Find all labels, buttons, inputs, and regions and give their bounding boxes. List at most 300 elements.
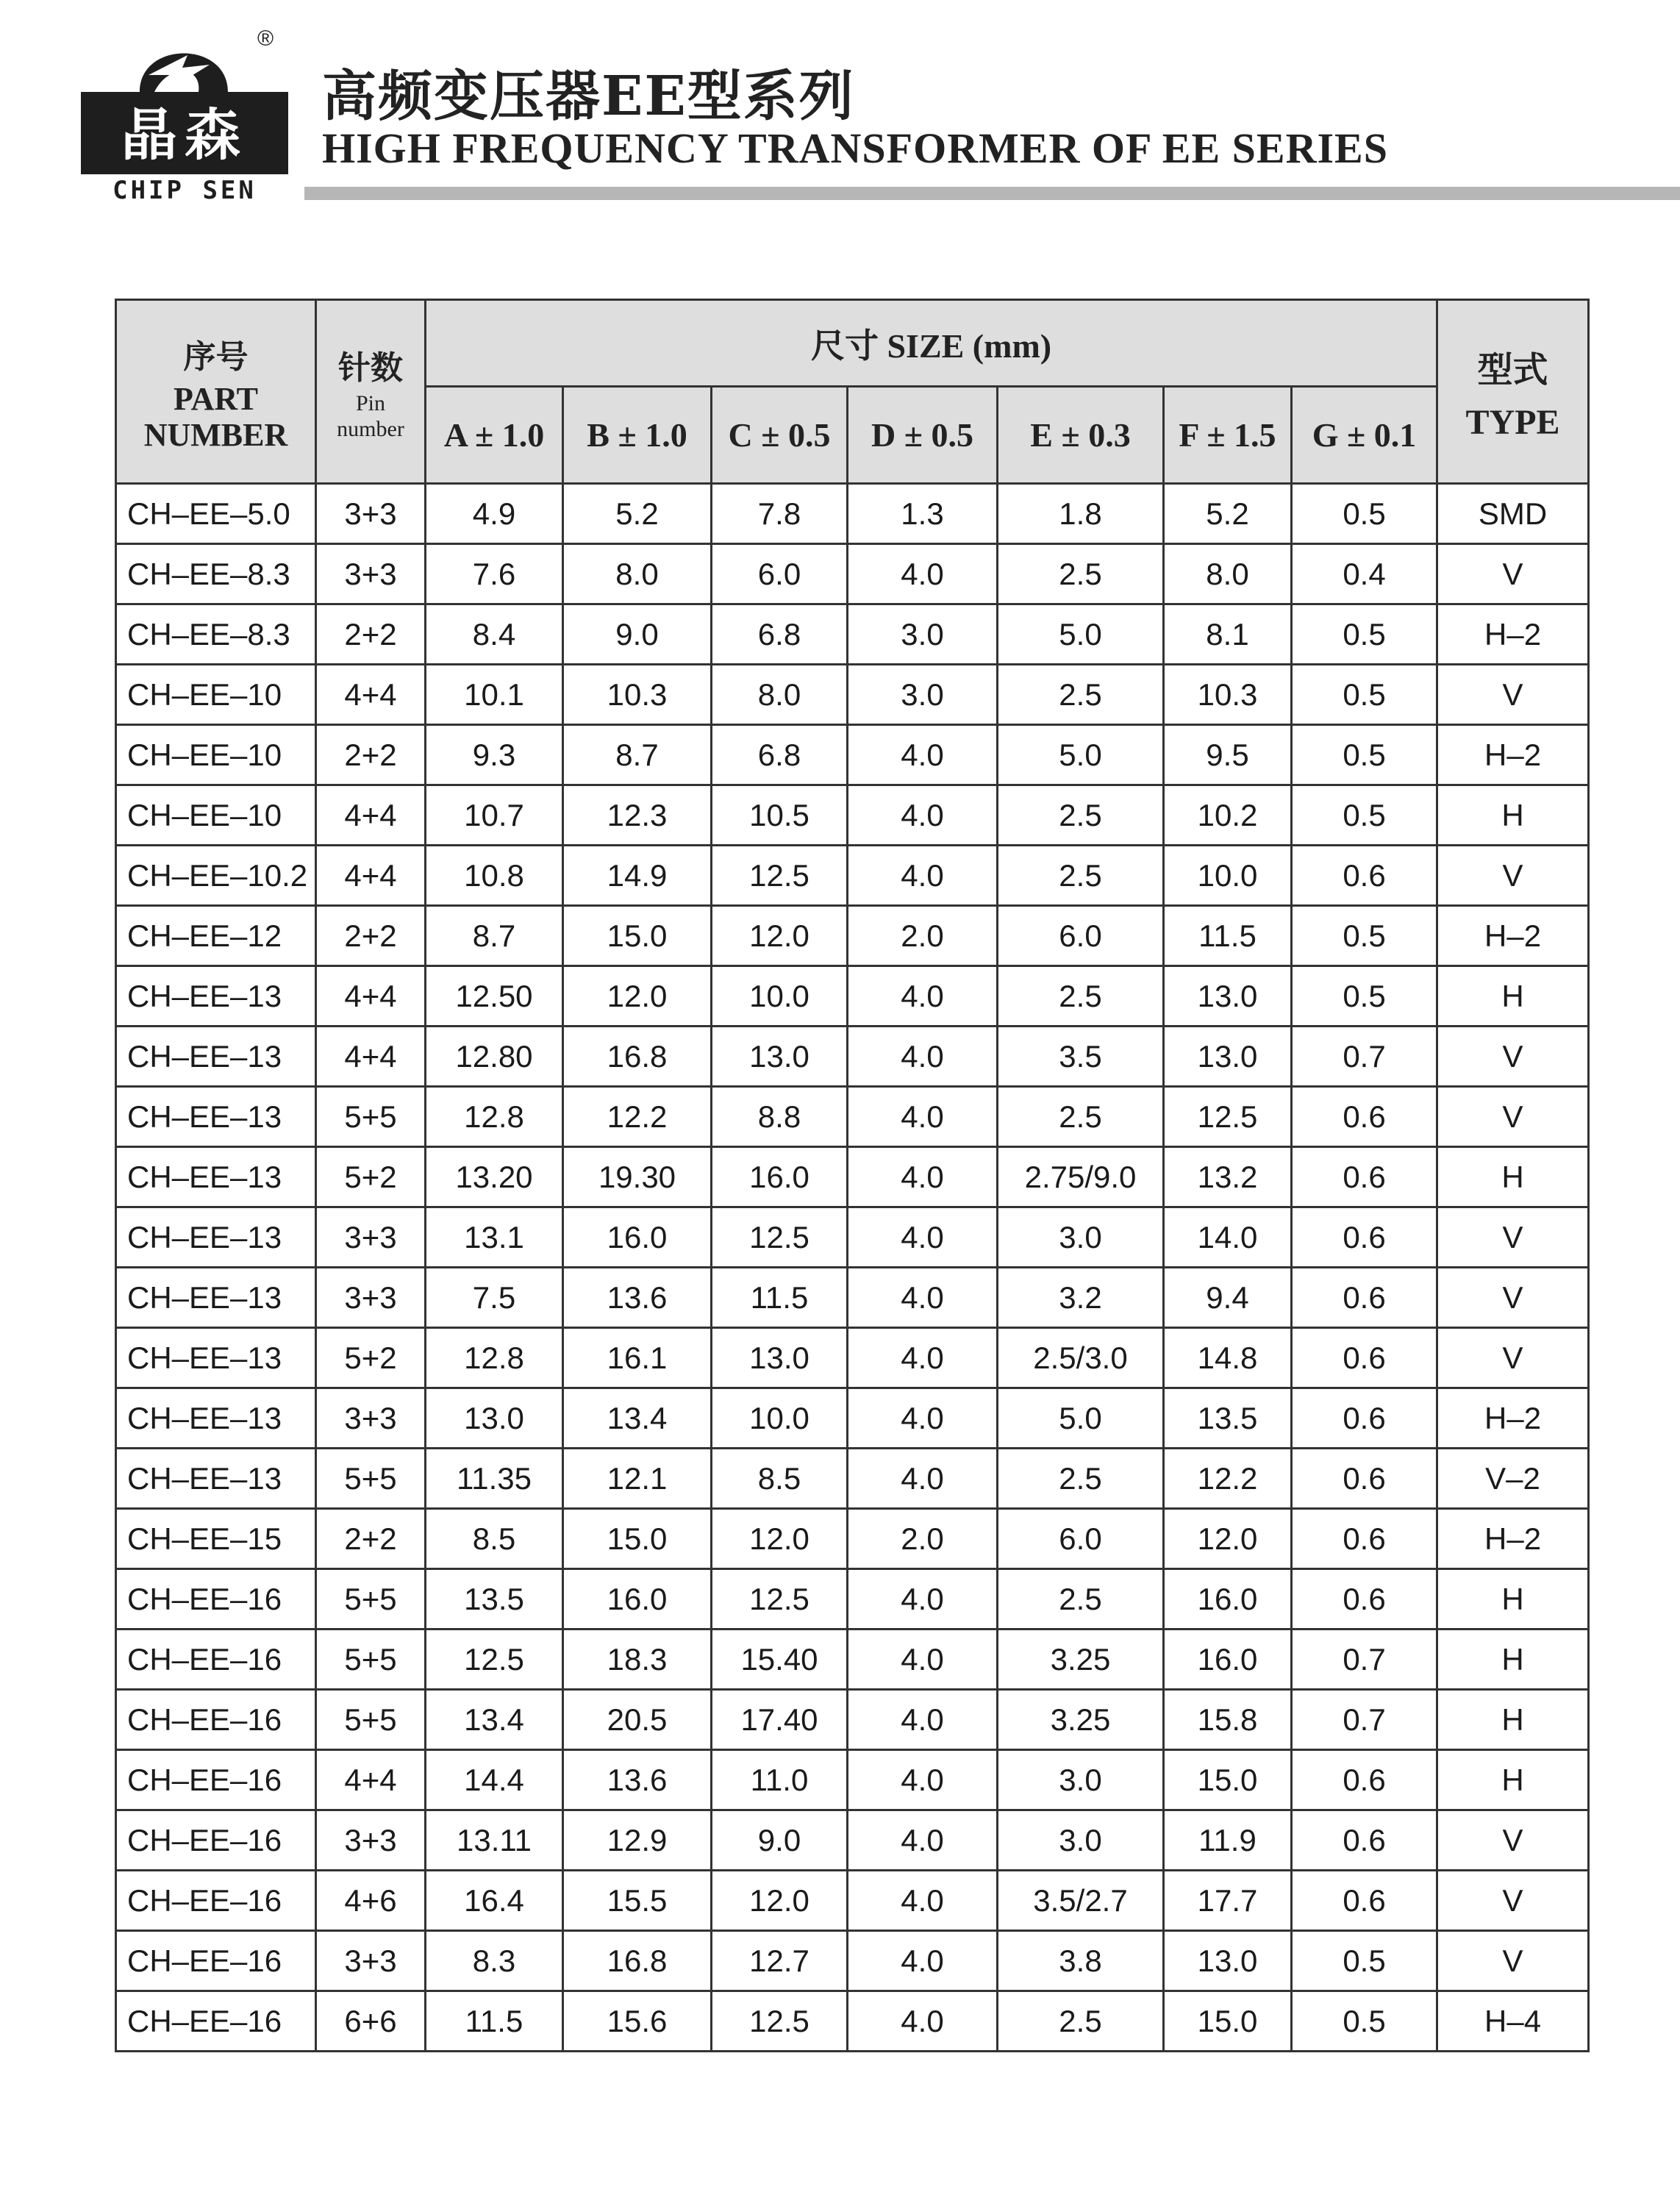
table-row: [116, 1268, 1589, 1328]
cell-pins: 3+3: [316, 1810, 426, 1871]
cell-dim-b: 16.0: [563, 1207, 712, 1268]
registered-mark: ®: [257, 26, 274, 51]
cell-dim-g: 0.6: [1292, 846, 1437, 906]
cell-dim-g: 0.5: [1292, 665, 1437, 725]
cell-part-number: CH–EE–13: [116, 1449, 316, 1509]
cell-part-number: CH–EE–15: [116, 1509, 316, 1569]
cell-dim-a: 7.5: [426, 1268, 563, 1328]
header-dim-e: E ± 0.3: [998, 387, 1164, 484]
cell-dim-g: 0.6: [1292, 1388, 1437, 1449]
cell-dim-f: 11.9: [1164, 1810, 1292, 1871]
cell-pins: 5+5: [316, 1690, 426, 1750]
cell-dim-e: 3.2: [998, 1268, 1164, 1328]
cell-dim-g: 0.6: [1292, 1750, 1437, 1810]
cell-type: V: [1437, 1268, 1589, 1328]
cell-dim-e: 2.5: [998, 966, 1164, 1027]
cell-pins: 2+2: [316, 1509, 426, 1569]
cell-part-number: CH–EE–16: [116, 1690, 316, 1750]
cell-dim-b: 13.6: [563, 1750, 712, 1810]
cell-type: H: [1437, 1147, 1589, 1207]
header-part-number: [116, 300, 316, 484]
cell-dim-d: 4.0: [848, 1810, 998, 1871]
cell-dim-f: 10.2: [1164, 785, 1292, 846]
cell-dim-c: 12.0: [712, 1871, 848, 1931]
cell-dim-e: 2.5/3.0: [998, 1328, 1164, 1388]
cell-type: V: [1437, 1931, 1589, 1991]
cell-dim-e: 3.5: [998, 1027, 1164, 1087]
header-dim-c: C ± 0.5: [712, 387, 848, 484]
cell-pins: 6+6: [316, 1991, 426, 2052]
cell-dim-f: 16.0: [1164, 1569, 1292, 1629]
table-row: [116, 1629, 1589, 1690]
cell-dim-e: 5.0: [998, 604, 1164, 665]
cell-dim-b: 12.0: [563, 966, 712, 1027]
table-row: [116, 725, 1589, 785]
cell-part-number: CH–EE–12: [116, 906, 316, 966]
cell-dim-c: 11.0: [712, 1750, 848, 1810]
cell-pins: 5+5: [316, 1569, 426, 1629]
cell-dim-e: 3.25: [998, 1629, 1164, 1690]
cell-type: H: [1437, 1690, 1589, 1750]
cell-type: H–2: [1437, 1509, 1589, 1569]
cell-dim-b: 18.3: [563, 1629, 712, 1690]
cell-dim-g: 0.7: [1292, 1690, 1437, 1750]
cell-pins: 3+3: [316, 1931, 426, 1991]
cell-dim-c: 13.0: [712, 1027, 848, 1087]
cell-type: H: [1437, 1750, 1589, 1810]
cell-dim-e: 5.0: [998, 725, 1164, 785]
cell-type: V: [1437, 1087, 1589, 1147]
header-pin-cn: 针数: [338, 349, 403, 387]
cell-dim-g: 0.7: [1292, 1027, 1437, 1087]
cell-dim-e: 2.5: [998, 785, 1164, 846]
cell-dim-g: 0.5: [1292, 725, 1437, 785]
cell-dim-c: 10.0: [712, 1388, 848, 1449]
cell-dim-d: 4.0: [848, 1931, 998, 1991]
table-row: [116, 1871, 1589, 1931]
cell-pins: 4+4: [316, 1750, 426, 1810]
cell-pins: 4+4: [316, 785, 426, 846]
cell-dim-e: 5.0: [998, 1388, 1164, 1449]
cell-dim-a: 10.1: [426, 665, 563, 725]
cell-dim-e: 6.0: [998, 1509, 1164, 1569]
cell-dim-e: 3.0: [998, 1207, 1164, 1268]
logo-cn-text: 晶森: [121, 102, 248, 168]
cell-dim-f: 13.0: [1164, 966, 1292, 1027]
cell-dim-e: 2.5: [998, 1449, 1164, 1509]
cell-dim-e: 3.0: [998, 1750, 1164, 1810]
cell-dim-b: 16.1: [563, 1328, 712, 1388]
cell-part-number: CH–EE–10: [116, 725, 316, 785]
cell-dim-f: 10.0: [1164, 846, 1292, 906]
table-row: [116, 1569, 1589, 1629]
header-type-cn: 型式: [1477, 349, 1548, 390]
cell-dim-a: 16.4: [426, 1871, 563, 1931]
table-row: [116, 1509, 1589, 1569]
cell-dim-b: 15.6: [563, 1991, 712, 2052]
cell-dim-c: 11.5: [712, 1268, 848, 1328]
cell-dim-d: 4.0: [848, 544, 998, 604]
cell-type: V: [1437, 1871, 1589, 1931]
cell-dim-d: 4.0: [848, 1328, 998, 1388]
cell-dim-c: 6.8: [712, 604, 848, 665]
header-rule: [304, 187, 1680, 200]
cell-dim-e: 3.5/2.7: [998, 1871, 1164, 1931]
cell-dim-a: 14.4: [426, 1750, 563, 1810]
header-dim-a: A ± 1.0: [426, 387, 563, 484]
cell-part-number: CH–EE–16: [116, 1810, 316, 1871]
cell-dim-a: 8.3: [426, 1931, 563, 1991]
page-title-en: HIGH FREQUENCY TRANSFORMER OF EE SERIES: [322, 124, 1389, 172]
cell-part-number: CH–EE–13: [116, 1087, 316, 1147]
cell-dim-d: 4.0: [848, 1207, 998, 1268]
cell-dim-f: 15.8: [1164, 1690, 1292, 1750]
cell-dim-e: 3.25: [998, 1690, 1164, 1750]
cell-dim-b: 15.0: [563, 906, 712, 966]
cell-dim-e: 2.75/9.0: [998, 1147, 1164, 1207]
cell-dim-f: 13.2: [1164, 1147, 1292, 1207]
cell-part-number: CH–EE–13: [116, 966, 316, 1027]
cell-dim-b: 12.1: [563, 1449, 712, 1509]
cell-dim-b: 8.0: [563, 544, 712, 604]
cell-dim-a: 12.5: [426, 1629, 563, 1690]
cell-dim-b: 15.5: [563, 1871, 712, 1931]
table-row: [116, 1810, 1589, 1871]
cell-dim-a: 11.5: [426, 1991, 563, 2052]
cell-dim-c: 6.8: [712, 725, 848, 785]
cell-dim-b: 5.2: [563, 484, 712, 544]
cell-dim-c: 12.5: [712, 1991, 848, 2052]
header-part-cn: 序号: [183, 338, 249, 376]
cell-part-number: CH–EE–13: [116, 1328, 316, 1388]
cell-dim-a: 13.4: [426, 1690, 563, 1750]
table-row: [116, 604, 1589, 665]
cell-type: H–2: [1437, 906, 1589, 966]
cell-dim-f: 10.3: [1164, 665, 1292, 725]
header-dim-d: D ± 0.5: [848, 387, 998, 484]
cell-dim-d: 4.0: [848, 966, 998, 1027]
cell-dim-d: 4.0: [848, 1991, 998, 2052]
header-pin-en2: number: [337, 416, 404, 441]
header-dim-f: F ± 1.5: [1164, 387, 1292, 484]
cell-dim-d: 4.0: [848, 1449, 998, 1509]
cell-dim-g: 0.5: [1292, 604, 1437, 665]
cell-dim-a: 11.35: [426, 1449, 563, 1509]
cell-part-number: CH–EE–16: [116, 1750, 316, 1810]
cell-part-number: CH–EE–16: [116, 1569, 316, 1629]
cell-dim-c: 7.8: [712, 484, 848, 544]
cell-pins: 3+3: [316, 1207, 426, 1268]
cell-dim-d: 2.0: [848, 1509, 998, 1569]
cell-dim-b: 13.6: [563, 1268, 712, 1328]
cell-dim-g: 0.7: [1292, 1629, 1437, 1690]
cell-dim-c: 9.0: [712, 1810, 848, 1871]
cell-dim-g: 0.6: [1292, 1207, 1437, 1268]
cell-dim-f: 12.5: [1164, 1087, 1292, 1147]
spec-table: [115, 299, 1590, 2052]
cell-dim-b: 12.2: [563, 1087, 712, 1147]
cell-part-number: CH–EE–16: [116, 1871, 316, 1931]
cell-pins: 2+2: [316, 725, 426, 785]
cell-dim-f: 5.2: [1164, 484, 1292, 544]
table-row: [116, 1991, 1589, 2052]
cell-dim-b: 10.3: [563, 665, 712, 725]
cell-dim-g: 0.6: [1292, 1569, 1437, 1629]
logo-en-text: CHIP SEN: [112, 176, 257, 202]
cell-part-number: CH–EE–13: [116, 1207, 316, 1268]
cell-pins: 5+5: [316, 1087, 426, 1147]
cell-pins: 5+5: [316, 1449, 426, 1509]
table-row: [116, 1931, 1589, 1991]
cell-type: V: [1437, 665, 1589, 725]
spec-table-body: [116, 484, 1589, 2052]
cell-dim-c: 6.0: [712, 544, 848, 604]
cell-type: V: [1437, 846, 1589, 906]
cell-dim-f: 8.1: [1164, 604, 1292, 665]
cell-part-number: CH–EE–5.0: [116, 484, 316, 544]
header-pin-en1: Pin: [355, 391, 386, 415]
cell-dim-f: 15.0: [1164, 1750, 1292, 1810]
cell-dim-g: 0.6: [1292, 1087, 1437, 1147]
cell-dim-b: 20.5: [563, 1690, 712, 1750]
cell-dim-c: 8.0: [712, 665, 848, 725]
cell-dim-c: 12.5: [712, 846, 848, 906]
cell-dim-b: 13.4: [563, 1388, 712, 1449]
cell-dim-a: 12.80: [426, 1027, 563, 1087]
cell-dim-e: 2.5: [998, 1569, 1164, 1629]
cell-type: H–2: [1437, 604, 1589, 665]
cell-dim-d: 4.0: [848, 1569, 998, 1629]
table-row: [116, 1449, 1589, 1509]
cell-dim-g: 0.6: [1292, 1268, 1437, 1328]
cell-dim-b: 19.30: [563, 1147, 712, 1207]
cell-pins: 3+3: [316, 1268, 426, 1328]
cell-dim-b: 16.0: [563, 1569, 712, 1629]
cell-dim-d: 4.0: [848, 1871, 998, 1931]
cell-pins: 4+4: [316, 846, 426, 906]
cell-dim-a: 13.20: [426, 1147, 563, 1207]
cell-pins: 4+4: [316, 1027, 426, 1087]
cell-dim-g: 0.5: [1292, 906, 1437, 966]
cell-dim-e: 3.0: [998, 1810, 1164, 1871]
cell-dim-a: 12.50: [426, 966, 563, 1027]
table-row: [116, 846, 1589, 906]
cell-dim-c: 17.40: [712, 1690, 848, 1750]
cell-dim-a: 12.8: [426, 1087, 563, 1147]
cell-dim-c: 10.0: [712, 966, 848, 1027]
cell-dim-f: 14.0: [1164, 1207, 1292, 1268]
cell-dim-e: 2.5: [998, 846, 1164, 906]
cell-dim-d: 2.0: [848, 906, 998, 966]
cell-dim-c: 8.5: [712, 1449, 848, 1509]
cell-dim-a: 8.7: [426, 906, 563, 966]
cell-dim-a: 13.5: [426, 1569, 563, 1629]
cell-part-number: CH–EE–16: [116, 1629, 316, 1690]
header-dim-b: B ± 1.0: [563, 387, 712, 484]
cell-type: V: [1437, 1207, 1589, 1268]
cell-dim-d: 4.0: [848, 846, 998, 906]
cell-dim-d: 4.0: [848, 1750, 998, 1810]
cell-dim-d: 3.0: [848, 665, 998, 725]
cell-dim-c: 12.0: [712, 1509, 848, 1569]
cell-pins: 2+2: [316, 906, 426, 966]
cell-dim-f: 17.7: [1164, 1871, 1292, 1931]
cell-pins: 5+5: [316, 1629, 426, 1690]
cell-part-number: CH–EE–8.3: [116, 604, 316, 665]
cell-pins: 5+2: [316, 1328, 426, 1388]
cell-dim-b: 14.9: [563, 846, 712, 906]
cell-dim-c: 12.5: [712, 1207, 848, 1268]
table-row: [116, 544, 1589, 604]
cell-dim-g: 0.6: [1292, 1449, 1437, 1509]
cell-type: V–2: [1437, 1449, 1589, 1509]
cell-dim-f: 13.0: [1164, 1027, 1292, 1087]
cell-part-number: CH–EE–16: [116, 1991, 316, 2052]
cell-dim-e: 2.5: [998, 1087, 1164, 1147]
cell-dim-g: 0.5: [1292, 1931, 1437, 1991]
table-row: [116, 1207, 1589, 1268]
cell-dim-d: 4.0: [848, 1087, 998, 1147]
cell-dim-d: 4.0: [848, 785, 998, 846]
cell-dim-f: 12.0: [1164, 1509, 1292, 1569]
cell-type: V: [1437, 544, 1589, 604]
cell-dim-b: 12.9: [563, 1810, 712, 1871]
table-row: [116, 1690, 1589, 1750]
cell-dim-c: 12.5: [712, 1569, 848, 1629]
cell-part-number: CH–EE–10.2: [116, 846, 316, 906]
cell-dim-c: 15.40: [712, 1629, 848, 1690]
cell-dim-d: 4.0: [848, 1027, 998, 1087]
cell-pins: 4+4: [316, 665, 426, 725]
cell-dim-g: 0.6: [1292, 1147, 1437, 1207]
cell-dim-d: 4.0: [848, 1690, 998, 1750]
cell-dim-e: 2.5: [998, 544, 1164, 604]
cell-pins: 5+2: [316, 1147, 426, 1207]
cell-type: H: [1437, 966, 1589, 1027]
cell-dim-g: 0.6: [1292, 1509, 1437, 1569]
cell-dim-g: 0.6: [1292, 1328, 1437, 1388]
cell-type: H: [1437, 785, 1589, 846]
cell-part-number: CH–EE–13: [116, 1147, 316, 1207]
cell-part-number: CH–EE–10: [116, 785, 316, 846]
table-row: [116, 1147, 1589, 1207]
cell-part-number: CH–EE–8.3: [116, 544, 316, 604]
cell-pins: 2+2: [316, 604, 426, 665]
cell-dim-a: 13.0: [426, 1388, 563, 1449]
cell-part-number: CH–EE–13: [116, 1388, 316, 1449]
cell-part-number: CH–EE–10: [116, 665, 316, 725]
cell-dim-g: 0.5: [1292, 966, 1437, 1027]
cell-dim-d: 4.0: [848, 1268, 998, 1328]
cell-dim-a: 10.7: [426, 785, 563, 846]
table-row: [116, 1328, 1589, 1388]
cell-type: H: [1437, 1629, 1589, 1690]
header-size: 尺寸 SIZE (mm): [426, 300, 1437, 387]
cell-dim-a: 13.11: [426, 1810, 563, 1871]
cell-dim-g: 0.5: [1292, 484, 1437, 544]
cell-dim-c: 13.0: [712, 1328, 848, 1388]
cell-dim-g: 0.6: [1292, 1871, 1437, 1931]
cell-dim-b: 16.8: [563, 1027, 712, 1087]
header-type-en: TYPE: [1465, 402, 1560, 442]
cell-dim-a: 13.1: [426, 1207, 563, 1268]
cell-type: H–2: [1437, 725, 1589, 785]
cell-dim-d: 3.0: [848, 604, 998, 665]
table-row: [116, 1027, 1589, 1087]
cell-type: H–4: [1437, 1991, 1589, 2052]
cell-pins: 3+3: [316, 1388, 426, 1449]
cell-dim-a: 10.8: [426, 846, 563, 906]
cell-dim-a: 7.6: [426, 544, 563, 604]
table-row: [116, 1087, 1589, 1147]
cell-dim-b: 16.8: [563, 1931, 712, 1991]
table-row: [116, 665, 1589, 725]
cell-dim-e: 1.8: [998, 484, 1164, 544]
table-row: [116, 1388, 1589, 1449]
cell-dim-f: 12.2: [1164, 1449, 1292, 1509]
cell-type: H: [1437, 1569, 1589, 1629]
cell-pins: 4+4: [316, 966, 426, 1027]
cell-dim-f: 9.4: [1164, 1268, 1292, 1328]
table-row: [116, 785, 1589, 846]
cell-type: V: [1437, 1810, 1589, 1871]
cell-dim-f: 8.0: [1164, 544, 1292, 604]
table-row: [116, 966, 1589, 1027]
cell-dim-d: 1.3: [848, 484, 998, 544]
cell-part-number: CH–EE–13: [116, 1027, 316, 1087]
header-dim-g: G ± 0.1: [1292, 387, 1437, 484]
cell-dim-f: 9.5: [1164, 725, 1292, 785]
cell-dim-c: 16.0: [712, 1147, 848, 1207]
page-header: [0, 0, 1680, 213]
cell-dim-e: 2.5: [998, 1991, 1164, 2052]
table-row: [116, 484, 1589, 544]
cell-part-number: CH–EE–13: [116, 1268, 316, 1328]
cell-dim-g: 0.6: [1292, 1810, 1437, 1871]
cell-dim-f: 11.5: [1164, 906, 1292, 966]
cell-dim-f: 14.8: [1164, 1328, 1292, 1388]
cell-dim-b: 12.3: [563, 785, 712, 846]
cell-dim-e: 2.5: [998, 665, 1164, 725]
cell-dim-e: 6.0: [998, 906, 1164, 966]
cell-dim-d: 4.0: [848, 725, 998, 785]
cell-dim-d: 4.0: [848, 1388, 998, 1449]
table-row: [116, 1750, 1589, 1810]
cell-dim-a: 4.9: [426, 484, 563, 544]
cell-dim-c: 12.0: [712, 906, 848, 966]
cell-pins: 3+3: [316, 544, 426, 604]
cell-pins: 4+6: [316, 1871, 426, 1931]
cell-type: V: [1437, 1027, 1589, 1087]
cell-dim-c: 10.5: [712, 785, 848, 846]
cell-dim-a: 8.4: [426, 604, 563, 665]
header-pin-number: [316, 300, 426, 484]
cell-type: V: [1437, 1328, 1589, 1388]
cell-dim-g: 0.5: [1292, 785, 1437, 846]
cell-dim-d: 4.0: [848, 1147, 998, 1207]
cell-dim-a: 12.8: [426, 1328, 563, 1388]
cell-dim-g: 0.4: [1292, 544, 1437, 604]
page-title-cn: 高频变压器EE型系列: [322, 65, 855, 128]
cell-dim-e: 3.8: [998, 1931, 1164, 1991]
cell-dim-c: 12.7: [712, 1931, 848, 1991]
table-row: [116, 906, 1589, 966]
cell-type: SMD: [1437, 484, 1589, 544]
cell-dim-b: 8.7: [563, 725, 712, 785]
cell-dim-b: 9.0: [563, 604, 712, 665]
cell-dim-g: 0.5: [1292, 1991, 1437, 2052]
cell-type: H–2: [1437, 1388, 1589, 1449]
